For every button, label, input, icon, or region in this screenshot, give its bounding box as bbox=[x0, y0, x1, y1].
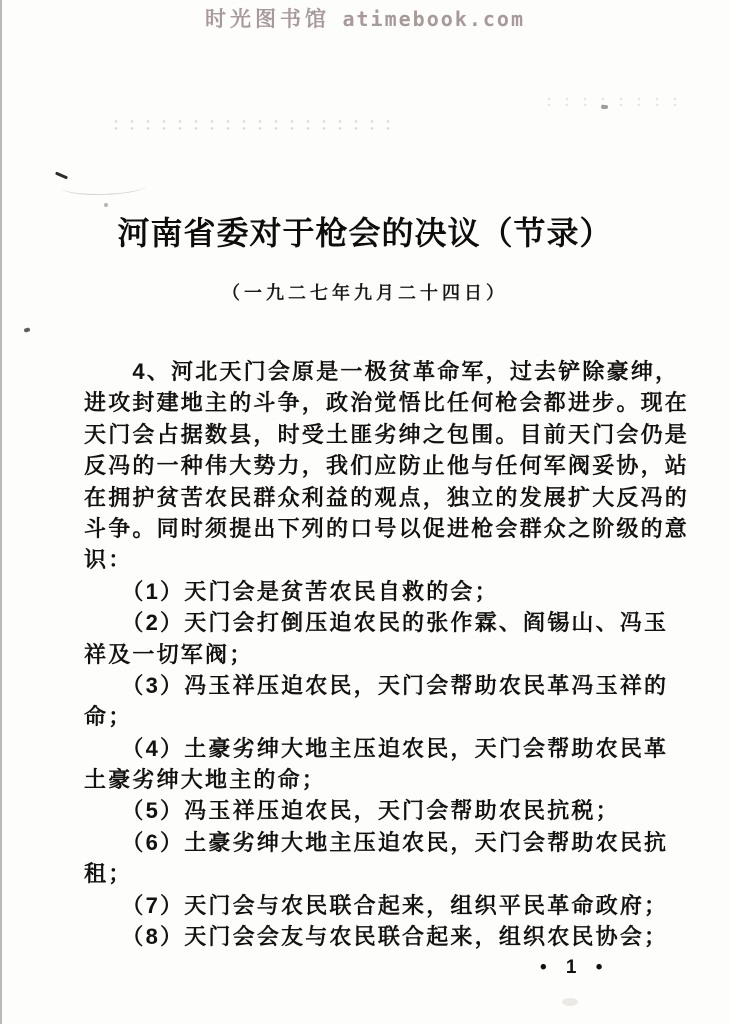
watermark-site-url: atimebook.com bbox=[342, 7, 525, 31]
body-line: 识： bbox=[84, 547, 133, 573]
body-line: （3）冯玉祥压迫农民，天门会帮助农民革冯玉祥的 bbox=[84, 672, 669, 698]
scan-speck bbox=[601, 105, 608, 109]
watermark-site-name: 时光图书馆 bbox=[205, 8, 330, 31]
body-line: 命； bbox=[84, 704, 133, 730]
body-line: 在拥护贫苦农民群众利益的观点，独立的发展扩大反冯的 bbox=[84, 484, 690, 510]
body-line: 祥及一切军阀； bbox=[84, 641, 254, 667]
body-line: （6）土豪劣绅大地主压迫农民，天门会帮助农民抗 bbox=[84, 829, 669, 855]
body-line: 4、河北天门会原是一极贫革命军，过去铲除豪绅， bbox=[84, 359, 680, 384]
body-line: （2）天门会打倒压迫农民的张作霖、阎锡山、冯玉 bbox=[84, 610, 669, 636]
page-number: • 1 • bbox=[540, 957, 610, 978]
body-line: （7）天门会与农民联合起来，组织平民革命政府； bbox=[84, 892, 669, 918]
document-date: （一九二七年九月二十四日） bbox=[222, 283, 508, 303]
body-line: 天门会占据数县，时受土匪劣绅之包围。目前天门会仍是 bbox=[84, 421, 690, 447]
scan-speck bbox=[104, 203, 108, 207]
document-body bbox=[84, 356, 690, 952]
scan-scratch-arc bbox=[62, 178, 147, 195]
scan-smudge bbox=[562, 998, 578, 1006]
scan-crease-dots-right bbox=[540, 96, 690, 106]
body-line: （4）土豪劣绅大地主压迫农民，天门会帮助农民革 bbox=[84, 735, 669, 761]
body-line: （1）天门会是贫苦农民自救的会； bbox=[84, 578, 499, 604]
watermark bbox=[0, 3, 730, 33]
document-title: 河南省委对于枪会的决议（节录） bbox=[117, 215, 613, 251]
body-line: 租； bbox=[84, 861, 133, 887]
body-line: 土豪劣绅大地主的命； bbox=[84, 767, 327, 793]
scan-edge-line bbox=[0, 0, 2, 1024]
body-line: 斗争。同时须提出下列的口号以促进枪会群众之阶级的意 bbox=[84, 515, 690, 541]
scan-crease-dots bbox=[108, 118, 403, 130]
scan-speck bbox=[24, 327, 31, 332]
body-line: 进攻封建地主的斗争，政治觉悟比任何枪会都进步。现在 bbox=[84, 390, 690, 416]
body-line: （5）冯玉祥压迫农民，天门会帮助农民抗税； bbox=[84, 798, 620, 824]
body-line: 反冯的一种伟大势力，我们应防止他与任何军阀妥协，站 bbox=[84, 453, 690, 479]
body-line: （8）天门会会友与农民联合起来，组织农民协会； bbox=[84, 924, 669, 950]
